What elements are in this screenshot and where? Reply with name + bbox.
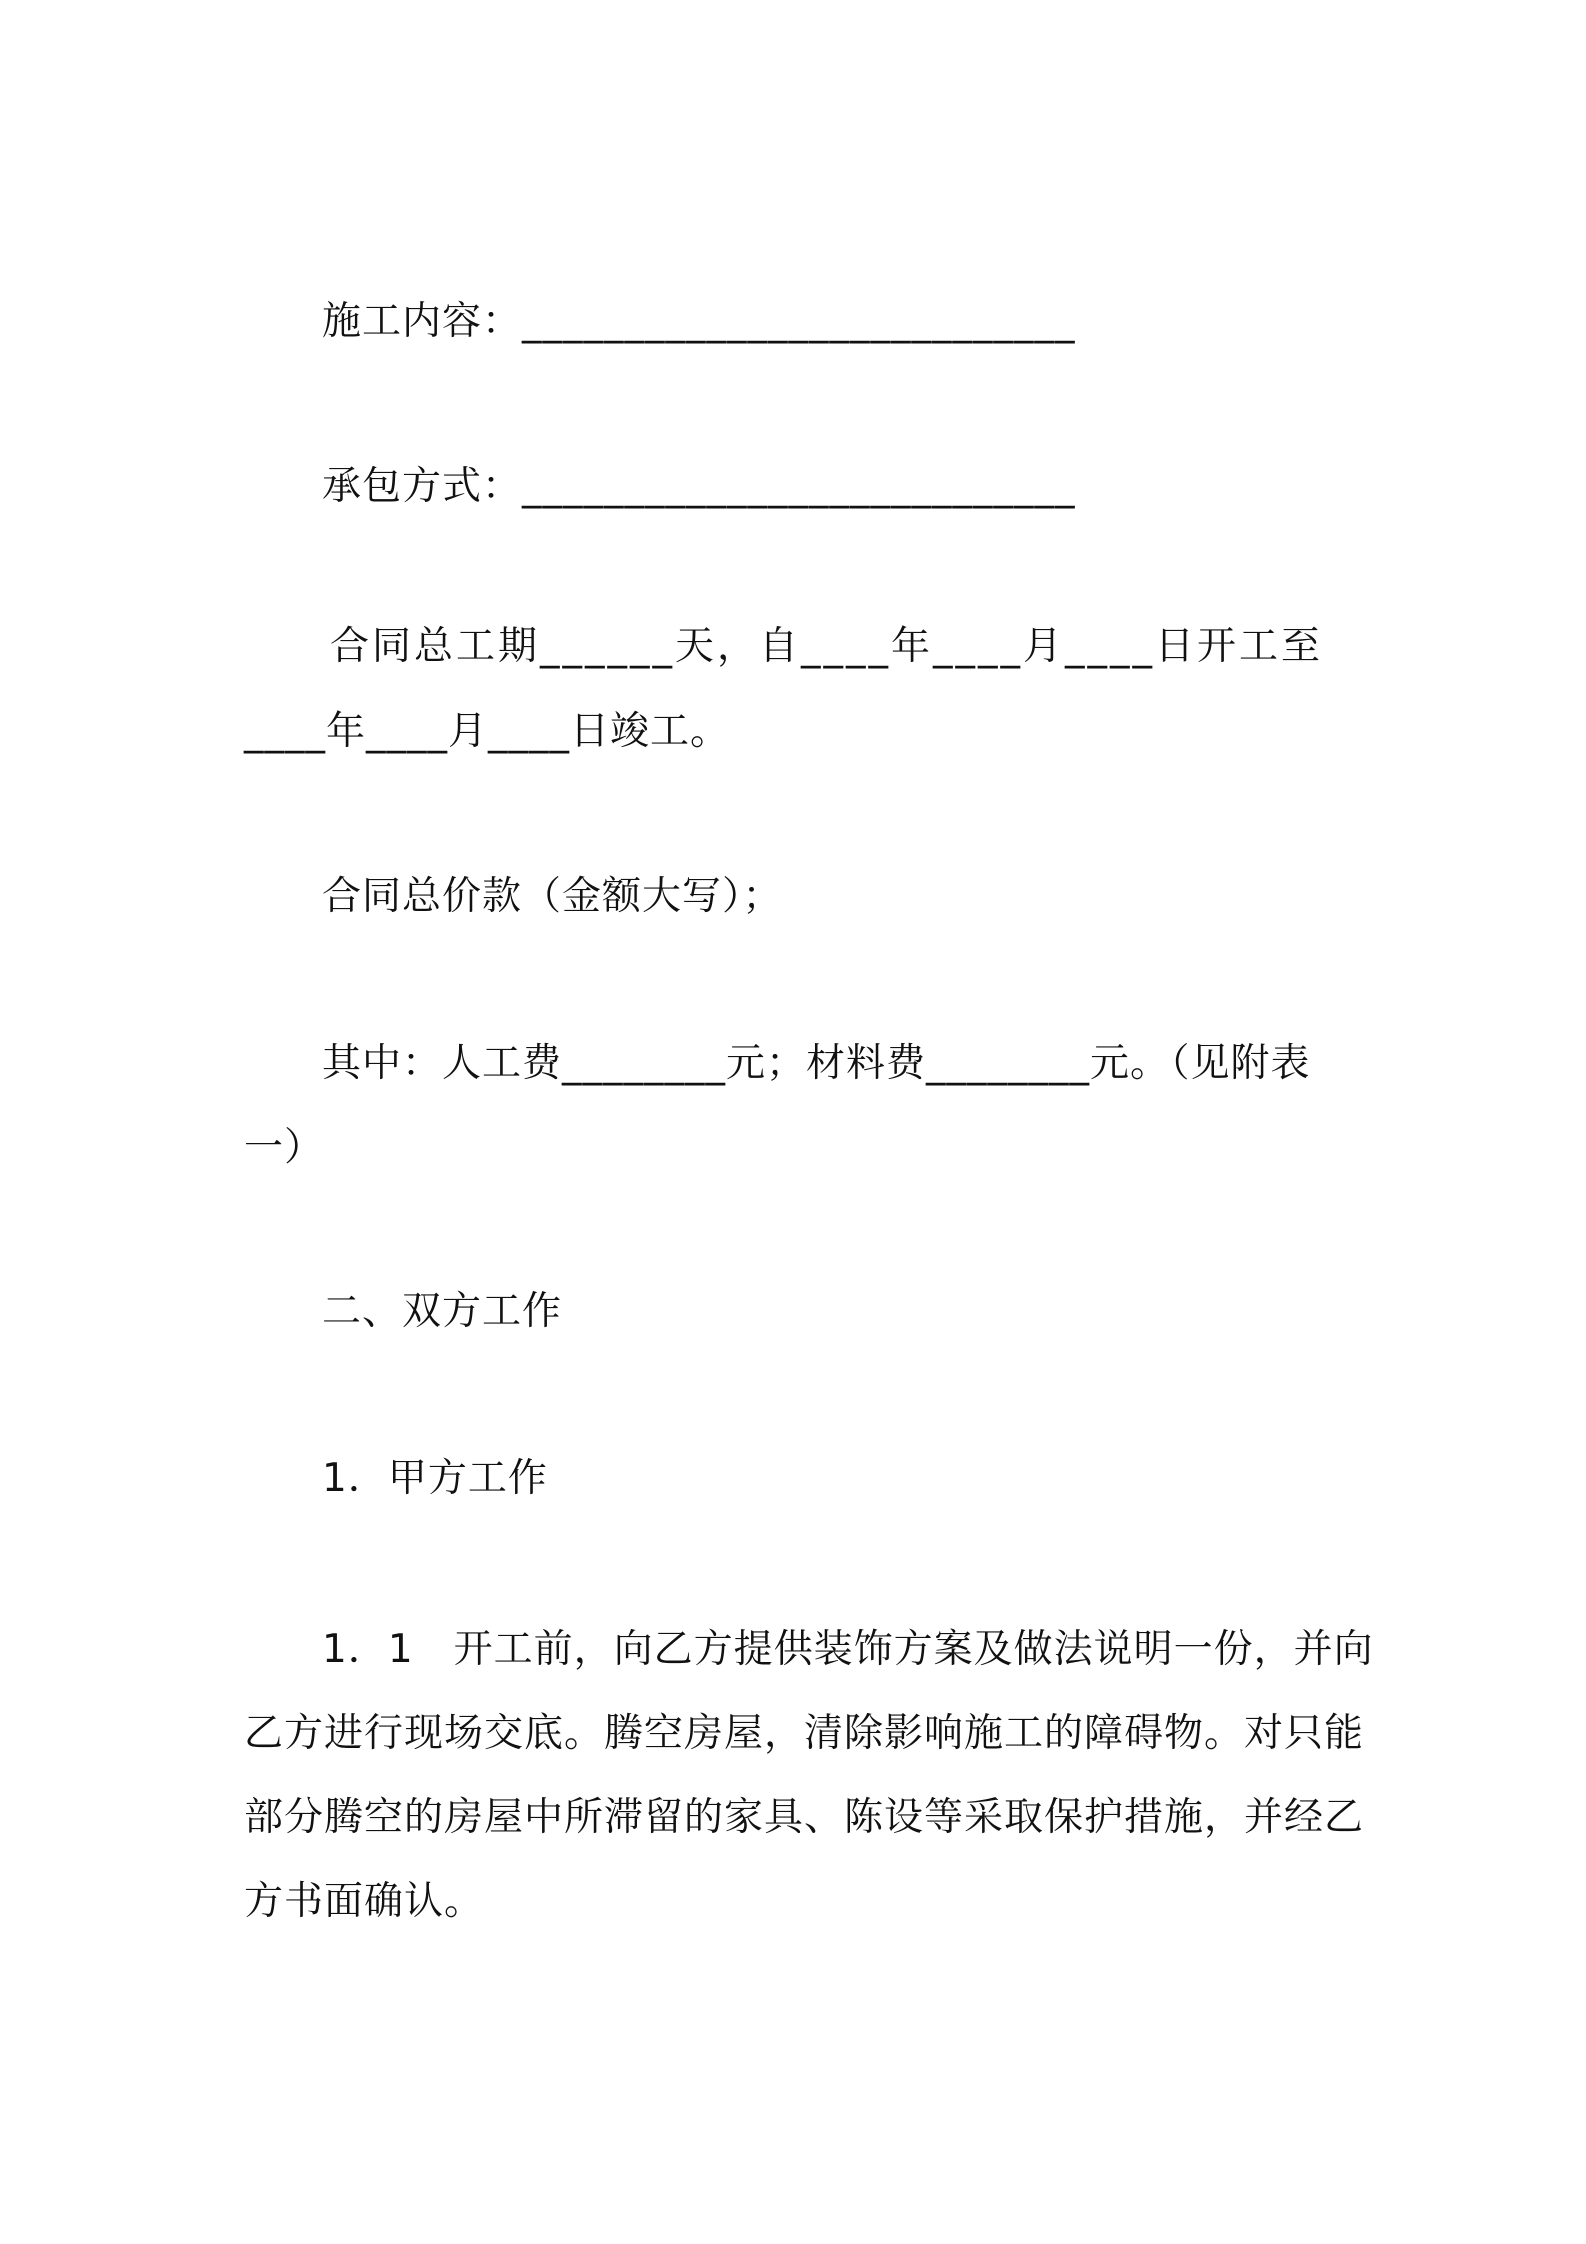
fees-line-1: 其中：人工费________元；材料费________元。（见附表 — [322, 1041, 1311, 1086]
clause-1-1-line-2: 乙方进行现场交底。腾空房屋，清除影响施工的障碍物。对只能 — [244, 1711, 1365, 1756]
clause-1-1-line-4: 方书面确认。 — [244, 1879, 485, 1924]
contract-period-line-2: ____年____月____日竣工。 — [244, 709, 731, 754]
construction-content-field: 施工内容：___________________________ — [322, 299, 1076, 344]
fees-line-2: 一） — [244, 1125, 325, 1170]
section-heading-mutual-work: 二、双方工作 — [322, 1289, 563, 1334]
total-price-line: 合同总价款（金额大写）； — [322, 874, 783, 919]
contract-method-field: 承包方式：___________________________ — [322, 464, 1076, 509]
clause-1-1-line-1: 1．1 开工前，向乙方提供装饰方案及做法说明一份，并向 — [322, 1627, 1374, 1672]
contract-period-line-1: 合同总工期______天，自____年____月____日开工至 — [330, 624, 1324, 669]
clause-1-1-line-3: 部分腾空的房屋中所滞留的家具、陈设等采取保护措施，并经乙 — [244, 1795, 1365, 1840]
subsection-heading-party-a: 1．甲方工作 — [322, 1456, 548, 1501]
